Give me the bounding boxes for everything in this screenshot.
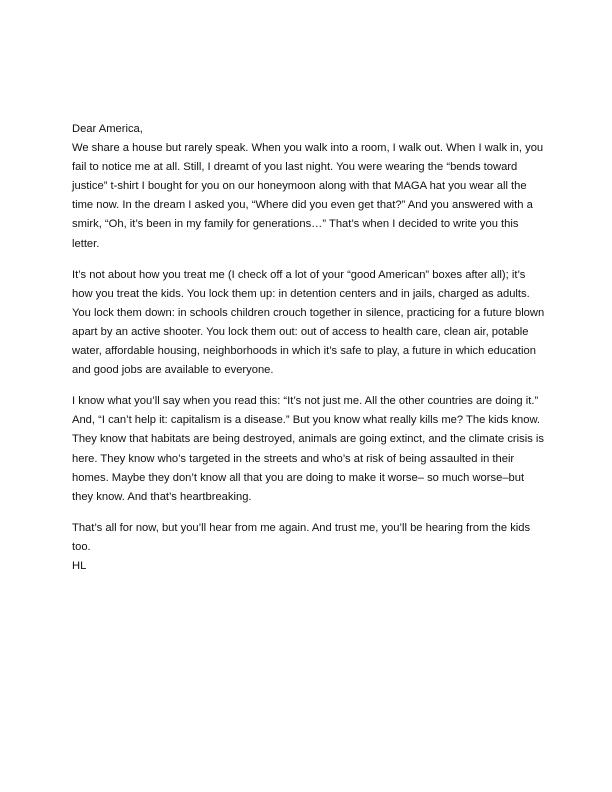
paragraph-spacer	[72, 380, 547, 392]
paragraph-spacer	[72, 507, 547, 519]
letter-body	[72, 120, 547, 576]
signature: HL	[72, 559, 87, 572]
salutation: Dear America,	[72, 123, 143, 135]
paragraph-1: We share a house but rarely speak. When you walk into a room, I walk out. When I walk in, you fail to notice me at all. Still, I dreamt of you last night. You were wearing the “bends toward justice” t-shirt I bought for you on our honeymoon along with that MAGA hat you wear all the time now. In the dream I asked you, “Where did you even get that?” And you answered with a smirk, “Oh, it’s been in my family for generations…” That’s when I decided to write you this letter.	[72, 142, 544, 250]
paragraph-spacer	[72, 254, 547, 266]
paragraph-3: I know what you’ll say when you read this: “It’s not just me. All the other countries are doing it.” And, “I can’t help it: capitalism is a disease.” But you know what really kills me? The kids know. They know that habitats are being destroyed, animals are going extinct, and the climate crisis is here. They know who’s targeted in the streets and who’s at risk of being assaulted in their homes. Maybe they don’t know all that you are doing to make it worse– so much worse–but they know. And that’s heartbreaking.	[72, 395, 544, 503]
paragraph-4: That’s all for now, but you’ll hear from me again. And trust me, you’ll be hearing from the kids too.	[72, 521, 531, 553]
paragraph-2: It’s not about how you treat me (I check off a lot of your “good American” boxes after all); it’s how you treat the kids. You lock them up: in detention centers and in jails, charged as adults. You lock them down: in schools children crouch together in silence, practicing for a future blown apart by an active shooter. You lock them out: out of access to health care, clean air, potable water, affordable housing, neighborhoods in which it’s safe to play, a future in which education and good jobs are available to everyone.	[72, 268, 545, 377]
